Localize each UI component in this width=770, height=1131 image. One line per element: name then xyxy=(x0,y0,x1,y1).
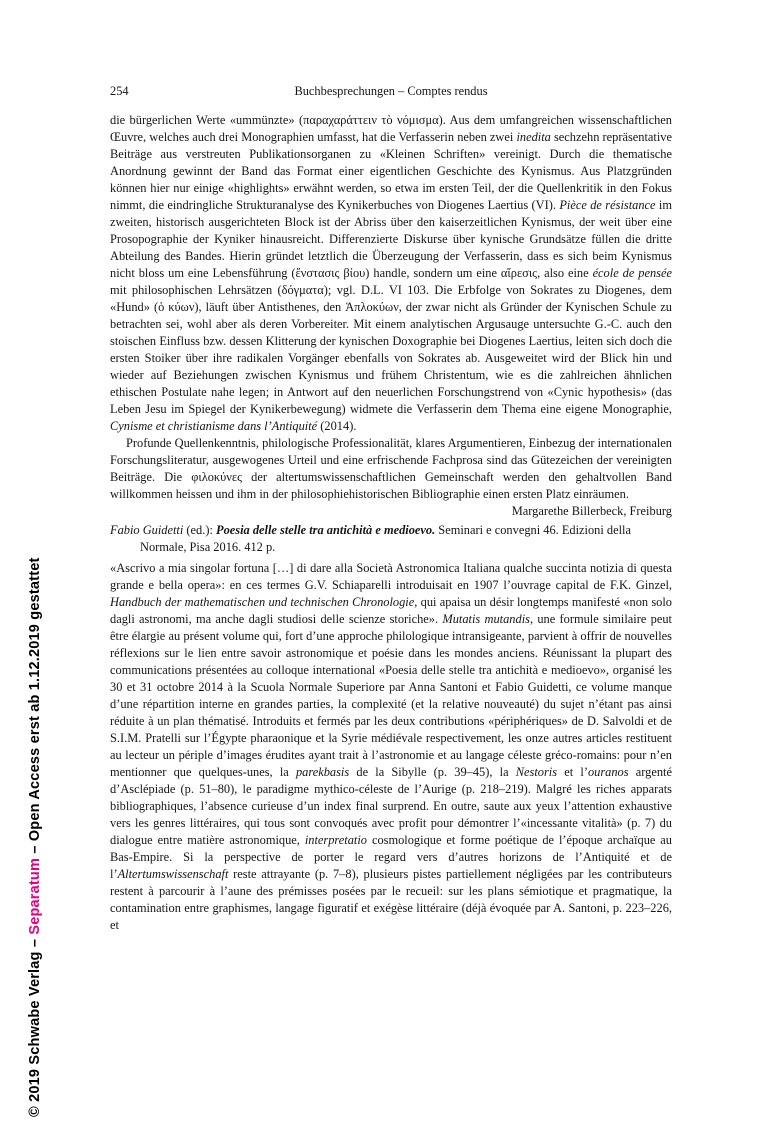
text-run: de la Sibylle (p. 39–45), la xyxy=(349,765,516,779)
text-run: ouranos xyxy=(587,765,629,779)
text-run: (2014). xyxy=(317,419,357,433)
text-run: Seminari e convegni 46. Edizioni della Normale, Pisa 2016. 412 p. xyxy=(140,523,631,554)
text-run: Pièce de résistance xyxy=(559,198,656,212)
reviewer-signature: Margarethe Billerbeck, Freiburg xyxy=(511,504,672,518)
book-reference-heading xyxy=(110,522,672,556)
running-head-title: Buchbesprechungen – Comptes rendus xyxy=(294,84,488,98)
review-paragraph-2 xyxy=(110,435,672,518)
text-run: Mutatis mutandis xyxy=(442,612,530,626)
text-run: Profunde Quellenkenntnis, philologische Professionalität, klares Argumentieren, Einbezug der internationalen Forschungsliteratur, ausgewogenes Urteil und eine erfrischende Fachprosa sind das Gütezeichen der vereinigten Beiträge. Die φιλοκύνες der altertumswissenschaftlichen Gemeinschaft werden den gehaltvollen Band willkommen heissen und ihm in der philosophiehistorischen Bibliographie einen ersten Platz einräumen. xyxy=(110,436,672,501)
text-run: Nestoris xyxy=(515,765,558,779)
text-run: parekbasis xyxy=(295,765,350,779)
text-run: «Ascrivo a mia singolar fortuna […] di dare alla Società Astronomica Italiana qualche succinta notizia di questa grande e bella opera»: en ces termes G.V. Schiaparelli introduisait en 1907 l’ouvrage capital de F.K. Ginzel, xyxy=(110,561,672,592)
text-run: et l’ xyxy=(557,765,588,779)
text-run: die bürgerlichen Werte «ummünzte» (παραχαράττειν τὸ νόμισμα). Aus dem umfangreichen wissenschaftlichen Œuvre, welches auch drei Monographien umfasst, hat die Verfasserin neben zwei xyxy=(110,113,672,144)
text-run: © 2019 Schwabe Verlag – xyxy=(27,934,43,1117)
spine-copyright-text xyxy=(27,557,43,1117)
text-run: Handbuch der mathematischen und technischen Chronologie xyxy=(110,595,415,609)
text-run: Cynisme et christianisme dans l’Antiquité xyxy=(110,419,318,433)
text-run: Altertumswissenschaft xyxy=(117,867,229,881)
text-run: cosmologique et forme poétique de l’époque archaïque au Bas-Empire. Si la perspective de porter le regard vers d’autres horizons de l’Antiquité et de l’ xyxy=(110,833,673,881)
text-run: Fabio Guidetti xyxy=(110,523,184,537)
text-run: inedita xyxy=(516,130,551,144)
text-run: argenté d’Asclépiade (p. 51–80), le paradigme mythico-céleste de l’Aurige (p. 218–219). Malgré les riches apparats bibliographiques, l’absence curieuse d’un index final surprend. En outre, saute aux yeux l’attention exhaustive vers les genres littéraires, qui tous sont convoqués avec profit pour démontrer l’«incessante vitalità» (p. 7) du dialogue entre matière astronomique, xyxy=(110,765,672,847)
text-run: , une formule similaire peut être élargie au présent volume qui, fort d’une approche philologique intransigeante, parvient à offrir de nouvelles réflexions sur le lien entre savoir astronomique et poésie dans les mondes anciens. Réunissant la plupart des communications présentées au colloque international «Poesia delle stelle tra antichità e medioevo», organisé les 30 et 31 octobre 2014 à la Scuola Normale Superiore par Anna Santoni et Fabio Guidetti, ce volume manque d’une répartition interne en grandes parties, la complexité (et la relative nouveauté) du sujet n’étant pas ainsi réduite à un plan thématisé. Introduits et fermés par les deux contributions «périphériques» de D. Salvoldi et de S.I.M. Pratelli sur l’Égypte pharaonique et la Syrie médiévale respectivement, les onze autres articles restituent au lecteur un périple d’images érudites ayant trait à l’astronomie et au langage céleste gréco-romains: pour n’en mentionner que quelques-unes, la xyxy=(110,612,672,779)
text-run: Poesia delle stelle tra antichità e medioevo. xyxy=(216,523,436,537)
text-run: sechzehn repräsentative Beiträge aus verstreuten Publikationsorganen zu «Kleinen Schriften» vereinigt. Durch die thematische Anordnung gewinnt der Band das Format einer eigentlichen Geschichte des Kynismus. Aus Platzgründen können hier nur einige «highlights» erwähnt werden, so etwa im ersten Teil, der die Quellenkritik in den Fokus nimmt, die eindringliche Strukturanalyse des Kynikerbuches von Diogenes Laertius (VI). xyxy=(110,130,673,212)
text-run: im zweiten, historisch ausgerichteten Block ist der Abriss über den kaiserzeitlichen Kynismus, der weit über eine Prosopographie der Kyniker hinausreicht. Differenzierte Diskurse über kynische Grundsätze füllen die dritte Abteilung des Bandes. Hierin gründet letztlich die Überzeugung der Verfasserin, dass es sich beim Kynismus nicht bloss um eine Lebensführung (ἔνστασις βίου) handle, sondern um eine αἵρεσις, also eine xyxy=(110,198,672,280)
text-run: école de pensée xyxy=(592,266,672,280)
text-run: (ed.): xyxy=(183,523,216,537)
text-run: mit philosophischen Lehrsätzen (δόγματα); vgl. D.L. VI 103. Die Erbfolge von Sokrates zu Diogenes, dem «Hund» (ὁ κύων), läuft über Antisthenes, den Ἁπλοκύων, der zwar nicht als Gründer der Kynischen Schule zu betrachten sei, wohl aber als deren Vorbereiter. Mit einem analytischen Argusauge untersuchte G.-C. auch den stoischen Einfluss bzw. dessen Klitterung der kynischen Doxographie bei Diogenes Laertius, leiten sich doch die ersten Stoiker über ihre radikalen Vorgänger ebenfalls von Sokrates ab. Ausgeweitet wird der Blick hin und wieder auf Beziehungen zwischen Kynismus und frühem Christentum, wie es die zahlreichen ähnlichen ethischen Postulate nahe legen; in Antwort auf den neuerlichen Forschungstrend von «Cynic hypothesis» (das Leben Jesu im Spiegel der Kynikerbewegung) widmete die Verfasserin dem Thema eine eigene Monographie, xyxy=(110,283,672,416)
review-paragraph-1 xyxy=(110,112,672,435)
page-number: 254 xyxy=(110,84,129,98)
review-paragraph-3 xyxy=(110,560,672,934)
text-run: reste attrayante (p. 7–8), plusieurs pistes partiellement négligées par les contributeurs restent à parcourir à l’aune des prémisses posées par le recueil: sur les plans sémiotique et pragmatique, la contamination entre graphismes, langage figuratif et exégèse littéraire (déjà évoquée par A. Santoni, p. 223–226, et xyxy=(110,867,672,932)
text-run: , qui apaisa un désir longtemps manifesté «non solo dagli astronomi, ma anche dagli studiosi delle scienze storiche». xyxy=(110,595,673,626)
text-run: Separatum xyxy=(27,857,43,935)
text-column xyxy=(110,83,672,934)
text-run: interpretatio xyxy=(304,833,368,847)
running-head xyxy=(110,83,672,100)
text-run: – Open Access erst ab 1.12.2019 gestattet xyxy=(27,557,43,858)
